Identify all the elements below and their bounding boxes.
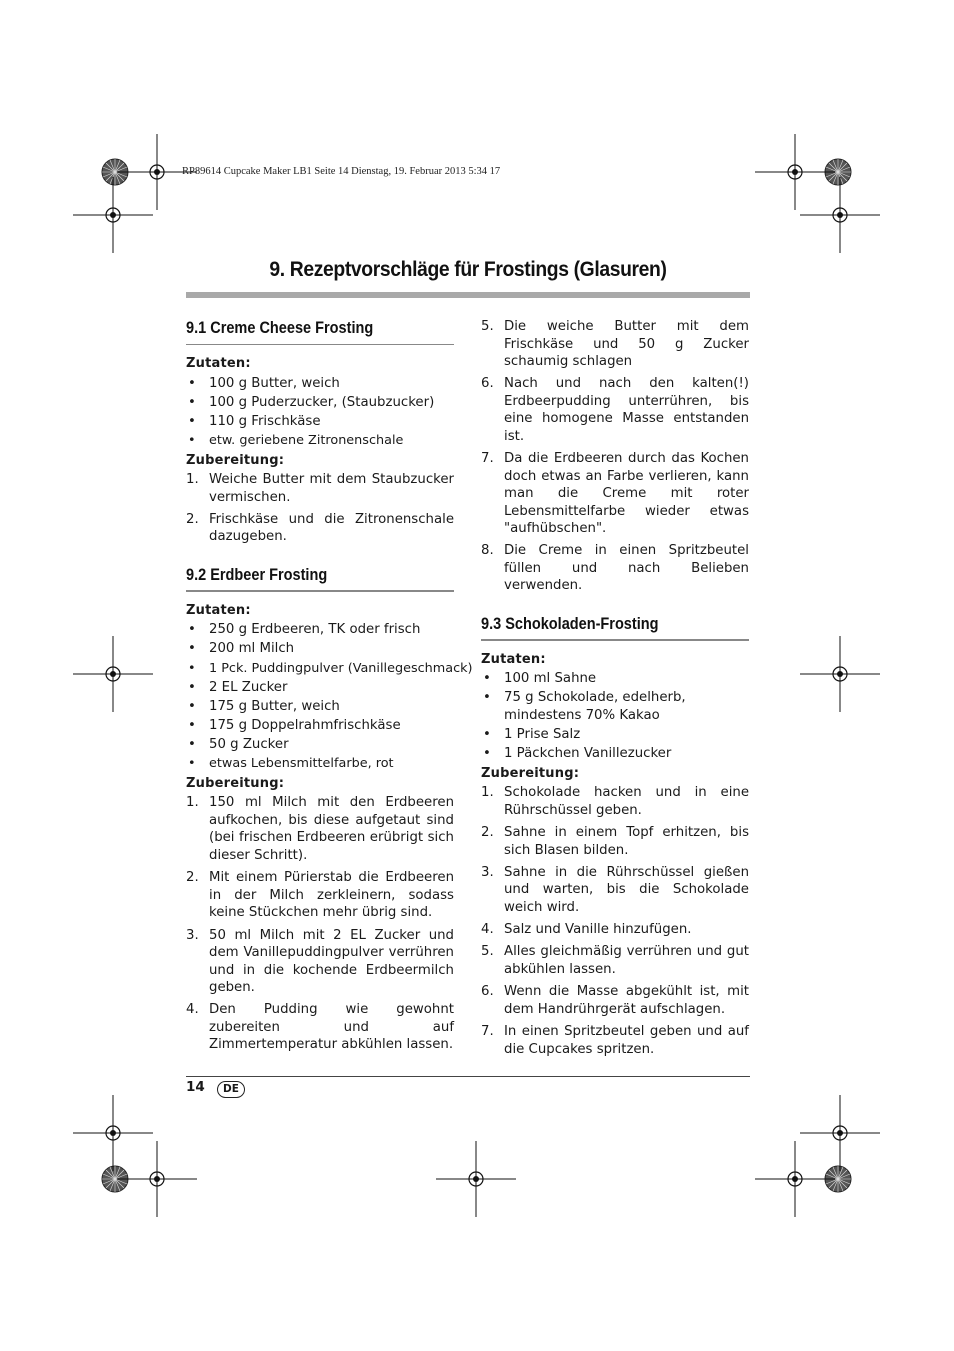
print-info: RP89614 Cupcake Maker LB1 Seite 14 Dienstag, 19. Februar 2013 5:34 17 <box>182 166 501 177</box>
language-badge: DE <box>217 1081 245 1098</box>
title-bar <box>186 292 750 298</box>
list-item: 5. Alles gleichmäßig verrühren und gut abkühlen lassen. <box>481 944 749 977</box>
list-item: • 250 g Erdbeeren, TK oder frisch <box>188 622 421 638</box>
ingredient-list <box>186 375 454 450</box>
list-item: 7. Da die Erdbeeren durch das Kochen doch etwas an Farbe verlieren, kann man die Creme mit roter Lebensmittelfarbe wieder etwas "aufhübschen". <box>481 451 749 537</box>
list-item: • 110 g Frischkäse <box>188 413 321 429</box>
list-item: • etwas Lebensmittelfarbe, rot <box>188 756 394 772</box>
step-list <box>186 471 454 546</box>
ingredient-list <box>481 670 749 763</box>
list-item: 5. Die weiche Butter mit dem Frischkäse und 50 g Zucker schaumig schlagen <box>481 319 749 369</box>
list-item: • 1 Prise Salz <box>483 727 581 743</box>
crosshair-icon <box>800 636 880 712</box>
list-item: 2. Frischkäse und die Zitronenschale dazugeben. <box>186 511 454 545</box>
list-item: 8. Die Creme in einen Spritzbeutel füllen und nach Belieben verwenden. <box>481 543 749 594</box>
crosshair-icon <box>73 636 153 712</box>
page-number: 14 <box>186 1079 205 1095</box>
list-item: • 1 Päckchen Vanillezucker <box>483 746 672 762</box>
list-item: 4. Salz und Vanille hinzufügen. <box>481 922 692 938</box>
list-item: 1. 150 ml Milch mit den Erdbeeren aufkochen, bis diese aufgetaut sind (bei frischen Erdbeeren erübrigt sich dieser Schritt). <box>186 795 454 863</box>
ingredient-list <box>186 621 473 773</box>
list-item: 3. 50 ml Milch mit 2 EL Zucker und dem Vanillepuddingpulver verrühren und in die kochende Erdbeermilch geben. <box>186 927 454 996</box>
step-list <box>481 318 749 595</box>
ingredients-label: Zutaten: <box>186 602 251 618</box>
step-list <box>481 784 749 1058</box>
list-item: • etw. geriebene Zitronenschale <box>188 433 404 449</box>
crosshair-icon <box>117 1141 197 1217</box>
ingredients-label: Zutaten: <box>186 356 251 371</box>
list-item: • 200 ml Milch <box>188 641 295 657</box>
section-heading-creme-cheese: 9.1 Creme Cheese Frosting <box>186 319 374 337</box>
list-item: • 175 g Butter, weich <box>188 698 340 714</box>
section-rule <box>186 344 454 346</box>
crosshair-icon <box>73 1095 153 1171</box>
list-item: 2. Sahne in einem Topf erhitzen, bis sich Blasen bilden. <box>481 825 749 858</box>
footer-rule <box>186 1076 750 1077</box>
section-heading-schokolade: 9.3 Schokoladen-Frosting <box>481 614 659 633</box>
preparation-label: Zubereitung: <box>186 775 285 791</box>
section-heading-erdbeer: 9.2 Erdbeer Frosting <box>186 565 328 584</box>
preparation-label: Zubereitung: <box>481 765 580 781</box>
left-column <box>186 318 473 1059</box>
list-item: • 50 g Zucker <box>188 737 289 753</box>
ingredients-label: Zutaten: <box>481 651 546 667</box>
crosshair-icon <box>755 134 835 210</box>
list-item: • 175 g Doppelrahmfrischkäse <box>188 718 401 734</box>
crosshair-icon <box>755 1141 835 1217</box>
crosshair-icon <box>436 1141 516 1217</box>
crosshair-icon <box>800 177 880 253</box>
list-item: • 100 ml Sahne <box>483 671 597 687</box>
list-item: 7. In einen Spritzbeutel geben und auf die Cupcakes spritzen. <box>481 1024 749 1057</box>
list-item: • 100 g Butter, weich <box>188 375 340 391</box>
list-item: • 100 g Puderzucker, (Staubzucker) <box>188 394 435 410</box>
section-rule <box>186 590 454 592</box>
crosshair-icon <box>73 177 153 253</box>
list-item: 1. Schokolade hacken und in eine Rührschüssel geben. <box>481 785 749 818</box>
list-item: 2. Mit einem Pürierstab die Erdbeeren in der Milch zerkleinern, sodass keine Stückchen mehr übrig sind. <box>186 870 454 921</box>
step-list <box>186 794 454 1053</box>
list-item: 6. Nach und nach den kalten(!) Erdbeerpudding unterrühren, bis eine homogene Masse entstanden ist. <box>481 376 749 444</box>
section-rule <box>481 639 749 641</box>
list-item: • 1 Pck. Puddingpulver (Vanillegeschmack) <box>188 660 473 676</box>
list-item: 1. Weiche Butter mit dem Staubzucker vermischen. <box>186 472 454 505</box>
crosshair-icon <box>800 1095 880 1171</box>
list-item: 6. Wenn die Masse abgekühlt ist, mit dem Handrührgerät aufschlagen. <box>481 984 749 1017</box>
list-item: 4. Den Pudding wie gewohnt zubereiten und auf Zimmertemperatur abkühlen lassen. <box>186 1002 454 1053</box>
page-title: 9. Rezeptvorschläge für Frostings (Glasuren) <box>269 258 667 281</box>
list-item: • 75 g Schokolade, edelherb, mindestens 70% Kakao <box>483 690 686 723</box>
list-item: 3. Sahne in die Rührschüssel gießen und warten, bis die Schokolade weich wird. <box>481 864 749 915</box>
preparation-label: Zubereitung: <box>186 452 285 468</box>
list-item: • 2 EL Zucker <box>188 679 288 695</box>
right-column <box>481 318 749 1063</box>
